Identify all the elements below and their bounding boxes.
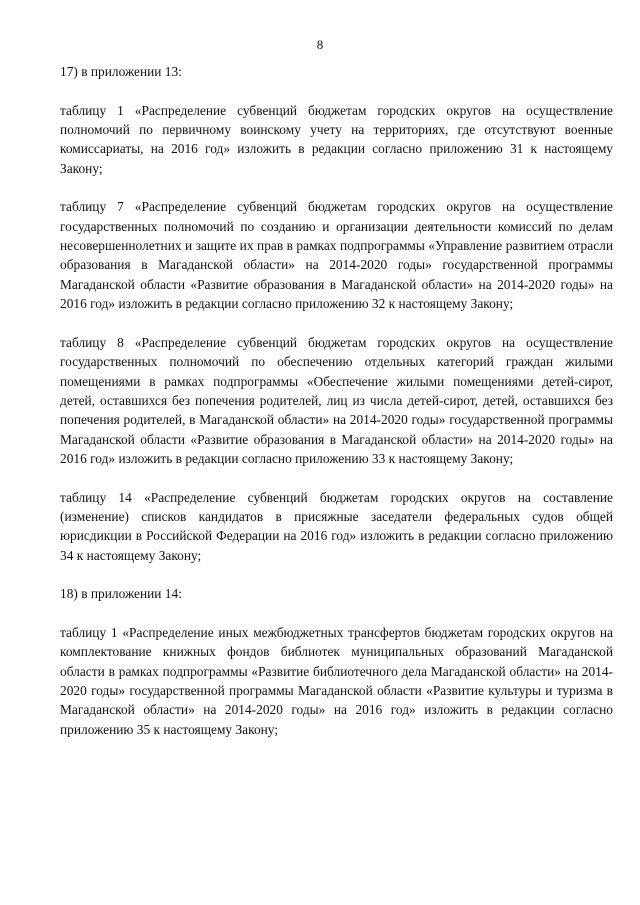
paragraph-item-17-heading: 17) в приложении 13: xyxy=(60,64,182,79)
paragraph-table-8-annex-13: таблицу 8 «Распределение субвенций бюджетам городских округов на осуществление государственных полномочий по обеспечению отдельных категорий граждан жилыми помещениями в рамках подпрограммы «Обеспечение жилыми помещениями детей-сирот, детей, оставшихся без попечения родителей, лиц из числа детей-сирот, детей, оставшихся без попечения родителей, в Магаданской области» на 2014-2020 годы» государственной программы Магаданской области «Развитие образования в Магаданской области» на 2014-2020 годы» на 2016 год» изложить в редакции согласно приложению 33 к настоящему Закону; xyxy=(60,334,613,466)
paragraph-item-18-heading: 18) в приложении 14: xyxy=(60,586,182,602)
paragraph-table-1-annex-13: таблицу 1 «Распределение субвенций бюджетам городских округов на осуществление полномочий по первичному воинскому учету на территориях, где отсутствуют военные комиссариаты, на 2016 год» изложить в редакции согласно приложению 31 к настоящему Закону; xyxy=(60,102,613,176)
document-body xyxy=(60,62,613,758)
paragraph-table-7-annex-13: таблицу 7 «Распределение субвенций бюджетам городских округов на осуществление государственных полномочий по созданию и организации деятельности комиссий по делам несовершеннолетних и защите их прав в рамках подпрограммы «Управление развитием отрасли образования в Магаданской области» на 2014-2020 годы» государственной программы Магаданской области «Развитие образования в Магаданской области» на 2014-2020 годы» на 2016 год» изложить в редакции согласно приложению 32 к настоящему Закону; xyxy=(60,199,613,312)
paragraph-table-14-annex-13: таблицу 14 «Распределение субвенций бюджетам городских округов на составление (изменение) списков кандидатов в присяжные заседатели федеральных судов общей юрисдикции в Российской Федерации на 2016 год» изложить в редакции согласно приложению 34 к настоящему Закону; xyxy=(60,489,613,563)
paragraph-table-1-annex-14: таблицу 1 «Распределение иных межбюджетных трансфертов бюджетам городских округов на комплектование книжных фондов библиотек муниципальных образований Магаданской области в рамках подпрограммы «Развитие библиотечного дела Магаданской области» на 2014-2020 годы» государственной программы Магаданской области «Развитие культуры и туризма в Магаданской области» на 2014-2020 годы» на 2016 год» изложить в редакции согласно приложению 35 к настоящему Закону; xyxy=(60,624,613,737)
page-number: 8 xyxy=(316,37,324,52)
